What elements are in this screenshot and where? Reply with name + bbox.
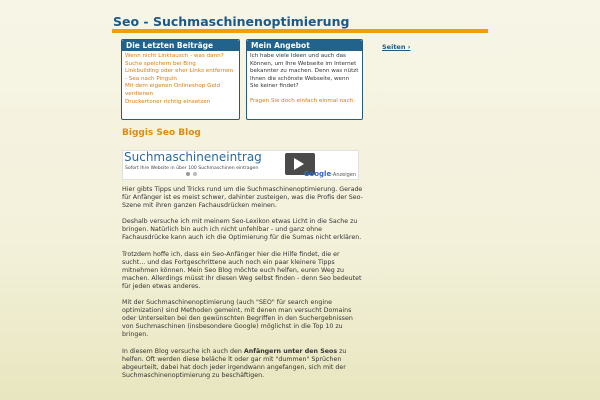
latest-posts-heading: Die Letzten Beiträge <box>122 40 239 51</box>
content-paragraph <box>122 348 364 380</box>
latest-posts-box <box>121 39 240 120</box>
offer-body <box>247 51 362 108</box>
content-text: In diesem Blog versuche ich auch den <box>122 347 244 355</box>
ad-title[interactable]: Suchmaschineneintrag <box>124 150 262 164</box>
ad-google-label[interactable] <box>304 170 356 178</box>
latest-posts-list <box>122 51 239 108</box>
ad-pager-dot-icon[interactable] <box>193 172 197 176</box>
blog-title: Biggis Seo Blog <box>122 128 201 138</box>
header-divider <box>112 29 488 33</box>
ad-banner[interactable] <box>122 150 359 180</box>
content-paragraph: Deshalb versuche ich mit meinem Seo-Lexikon etwas Licht in die Sache zu bringen. Natürlich bin auch ich nicht unfehlbar - und ganz ohne Fachausdrücke kann auch ich die Optimierung für die Sumas nicht erklären. <box>122 218 362 242</box>
latest-post-link[interactable]: Druckertoner richtig einsetzen <box>125 98 211 105</box>
latest-post-link[interactable]: Linkbuilding oder eher Links entfernen - Sea nach Pinguin <box>125 68 234 82</box>
ad-anzeigen-label: -Anzeigen <box>331 172 356 178</box>
latest-post-link[interactable]: Suche speichern bei Bing <box>125 60 196 67</box>
offer-text: Ich habe viele Ideen und auch das Können, um Ihre Webseite im Internet bekannter zu machen. Denn was nützt Ihnen die schönste Webseite, wenn Sie keiner findet? <box>250 53 359 90</box>
content-paragraph: Hier gibts Tipps und Tricks rund um die Suchmaschinenoptimierung. Gerade für Anfänger ist es meist schwer, dahinter zusteigen, was die Profis der Seo-Szene mit ihren ganzen Fachausdrücken meinen. <box>122 186 363 210</box>
site-title[interactable]: Seo - Suchmaschinenoptimierung <box>113 14 350 29</box>
google-logo-text: Google <box>303 170 332 178</box>
content-paragraph: Trotzdem hoffe ich, dass ein Seo-Anfänger hier die Hilfe findet, die er sucht... und das Fortgeschrittene auch noch ein paar kleinere Tipps mitnehmen können. Mein Seo Blog möchte euch helfen, euren Weg zu machen. Allerdings müsst Ihr diesen Weg selbst finden - denn Seo bedeutet für jeden etwas anderes. <box>122 250 362 290</box>
sidebar-pages-link[interactable]: Seiten › <box>382 43 411 51</box>
content-bold-text: Anfängern unter den Seos <box>243 347 338 355</box>
content-paragraph: Mit der Suchmaschinenoptimierung (auch "SEO" für search engine optimization) sind Methoden gemeint, mit denen man versucht Domains oder Unterseiten bei den gewünschten Begriffen in den Suchergebnissen von Suchmaschinen (insbesondere Google) möglichst in die Top 10 zu bringen. <box>122 299 353 339</box>
content-text: zu helfen. Oft werden diese beläche lt oder gar mit "dummen" Sprüchen abgeurteilt, dabei hat doch jeder irgendwann angefangen, sich mit der Suchmaschinenoptimierung zu beschäftigen. <box>122 347 347 379</box>
latest-post-link[interactable]: Wenn nicht Linktausch - was dann? <box>125 53 224 59</box>
offer-contact-link[interactable]: Fragen Sie doch einfach einmal nach. <box>250 97 356 104</box>
ad-pager-dot-icon[interactable] <box>186 172 190 176</box>
offer-box <box>246 39 363 120</box>
latest-post-link[interactable]: Mit dem eigenen Onlineshop Geld verdienen <box>125 83 221 97</box>
offer-heading: Mein Angebot <box>247 40 362 51</box>
blog-content <box>122 186 364 388</box>
ad-subtitle[interactable]: Sofort Ihre Website in über 100 Suchmaschinen eintragen <box>125 166 259 171</box>
